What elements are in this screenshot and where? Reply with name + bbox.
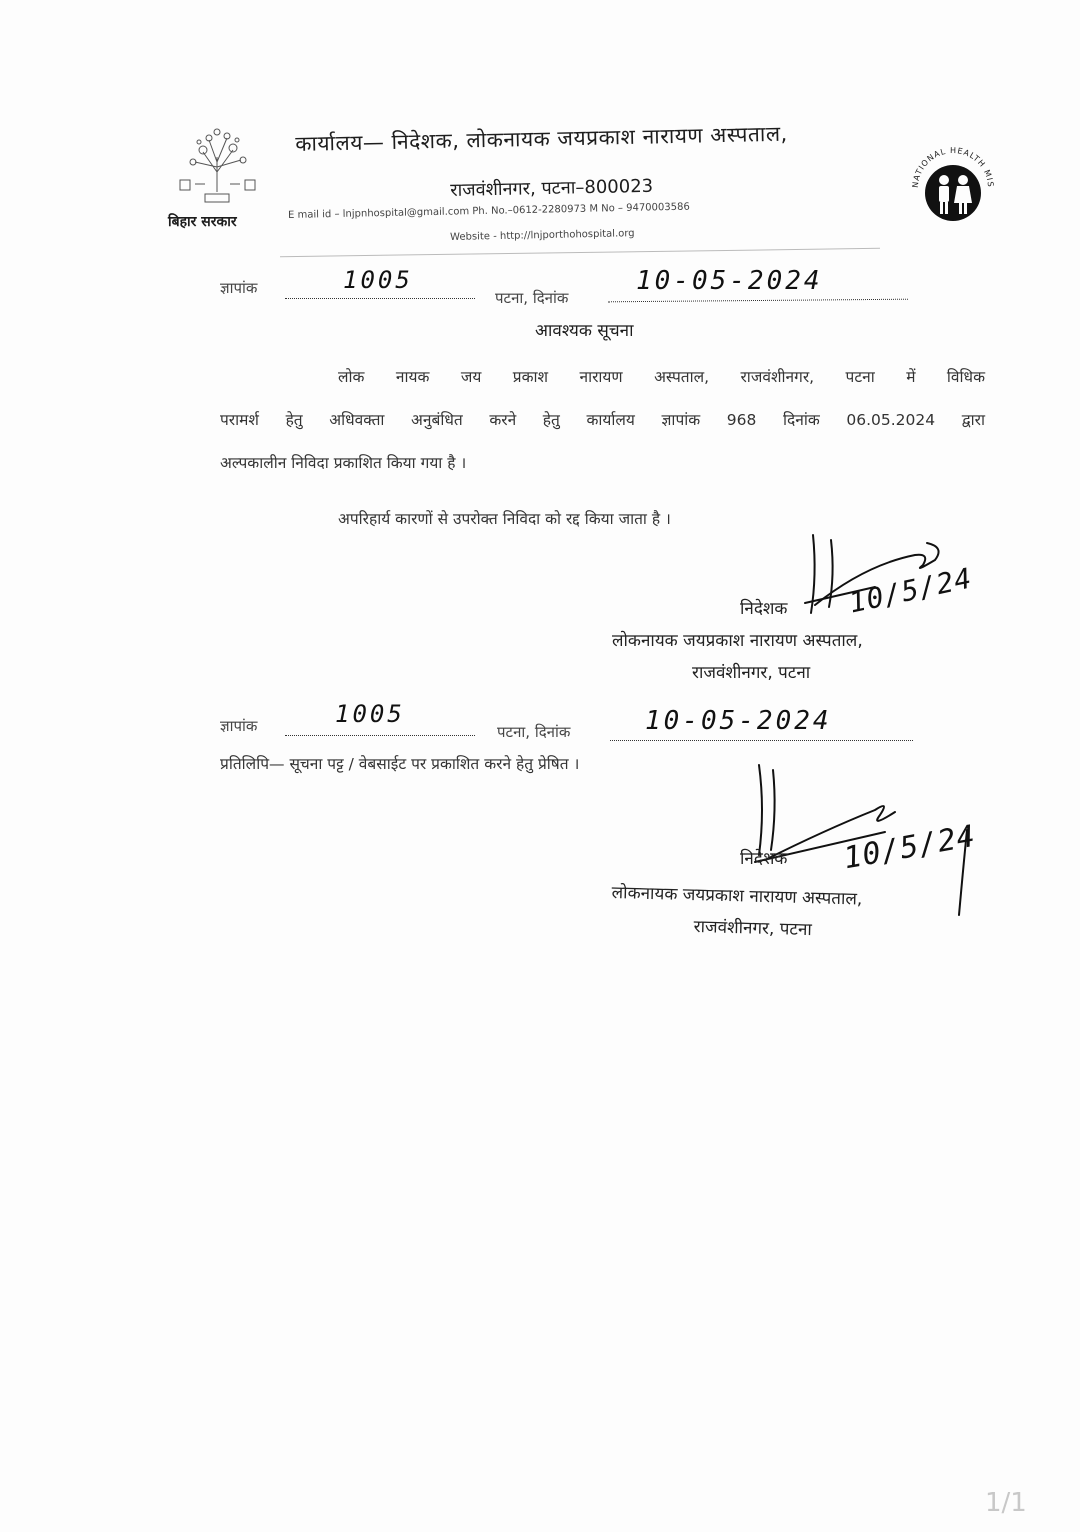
office-contact: E mail id – lnjpnhospital@gmail.com Ph. No.–0612-2280973 M No – 9470003586 bbox=[288, 201, 690, 221]
memo1-ref-dots bbox=[285, 298, 475, 299]
memo1-date-label: पटना, दिनांक bbox=[495, 289, 569, 307]
memo2-ref-label: ज्ञापांक bbox=[220, 717, 258, 735]
memo1-date-dots bbox=[608, 299, 908, 303]
signature-1-org-line-1: लोकनायक जयप्रकाश नारायण अस्पताल, bbox=[612, 631, 863, 651]
bihar-govt-emblem-icon bbox=[175, 122, 260, 212]
notice-line-2: परामर्श हेतु अधिवक्ता अनुबंधित करने हेतु कार्यालय ज्ञापांक 968 दिनांक 06.05.2024 द्वारा bbox=[220, 411, 985, 429]
page-indicator: 1/1 bbox=[985, 1488, 1027, 1518]
signature-2-date: 10/5/24 bbox=[840, 818, 979, 877]
memo2-copy-line: प्रतिलिपि— सूचना पट्ट / वेबसाईट पर प्रकाशित करने हेतु प्रेषित । bbox=[220, 755, 580, 773]
memo2-ref-no: 1005 bbox=[335, 700, 405, 728]
signature-1-designation: निदेशक bbox=[740, 599, 788, 619]
header-divider bbox=[280, 248, 880, 257]
memo2-date-dots bbox=[610, 740, 913, 741]
memo1-ref-label: ज्ञापांक bbox=[220, 279, 258, 297]
govt-label: बिहार सरकार bbox=[168, 214, 237, 230]
signature-2-org-line-2: राजवंशीनगर, पटना bbox=[693, 916, 813, 941]
national-health-mission-icon bbox=[904, 126, 998, 233]
signature-1-date: 10/5/24 bbox=[845, 561, 976, 620]
notice-cancel-line: अपरिहार्य कारणों से उपरोक्त निविदा को रद्द किया जाता है । bbox=[338, 510, 671, 528]
nhm-text: NATIONAL HEALTH MISSION bbox=[904, 126, 996, 189]
signature-1-org-line-2: राजवंशीनगर, पटना bbox=[692, 663, 811, 683]
notice-line-1: लोक नायक जय प्रकाश नारायण अस्पताल, राजवंशीनगर, पटना में विधिक bbox=[338, 368, 985, 386]
notice-paragraph bbox=[220, 356, 985, 485]
memo2-date: 10-05-2024 bbox=[645, 706, 832, 736]
notice-title: आवश्यक सूचना bbox=[535, 321, 634, 341]
memo2-date-label: पटना, दिनांक bbox=[497, 723, 571, 741]
office-address: राजवंशीनगर, पटना–800023 bbox=[450, 175, 654, 201]
memo1-date: 10-05-2024 bbox=[636, 266, 823, 296]
memo2-ref-dots bbox=[285, 735, 475, 736]
signature-2-org-line-1: लोकनायक जयप्रकाश नारायण अस्पताल, bbox=[611, 882, 863, 910]
office-title: कार्यालय— निदेशक, लोकनायक जयप्रकाश नारायण अस्पताल, bbox=[295, 121, 788, 156]
notice-line-3: अल्पकालीन निविदा प्रकाशित किया गया है । bbox=[220, 454, 467, 472]
signature-2-designation: निदेशक bbox=[740, 849, 788, 869]
memo1-ref-no: 1005 bbox=[343, 266, 413, 294]
office-website: Website - http://lnjporthohospital.org bbox=[450, 228, 635, 243]
